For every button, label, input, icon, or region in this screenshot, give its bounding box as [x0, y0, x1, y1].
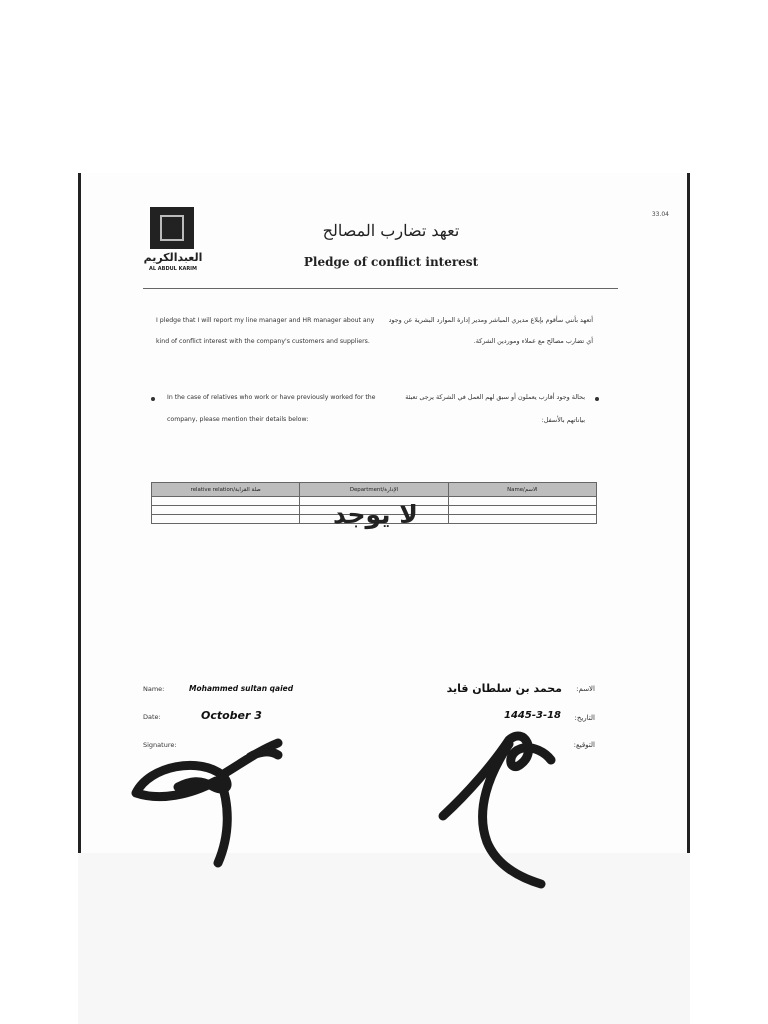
name-label-english: Name: [143, 685, 165, 693]
date-value-english: October 3 [201, 709, 262, 722]
title-arabic: تعهد تضارب المصالح [322, 221, 460, 240]
table-header-row [152, 483, 597, 497]
company-logo [143, 207, 203, 271]
logo-arabic-text: العبدالكريم [143, 251, 203, 264]
signature-right [435, 730, 565, 895]
header-relation: relative relation/صلة القرابة [152, 483, 300, 497]
signature-label-english: Signature: [143, 741, 177, 749]
name-value-arabic: محمد بن سلطان قايد [446, 682, 562, 695]
blank-area [78, 853, 690, 1024]
name-label-arabic: الاسم: [576, 685, 595, 693]
title-english: Pledge of conflict interest [303, 255, 479, 269]
header-name: Name/الاسم [448, 483, 596, 497]
date-label-english: Date: [143, 713, 161, 721]
relatives-arabic-line-1: بحالة وجود أقارب يعملون أو سبق لهم العمل في الشركة يرجى تعبئة [405, 393, 585, 401]
pledge-arabic-line-2: أي تضارب مصالح مع عملاء وموردين الشركة. [473, 337, 593, 345]
date-value-arabic: 1445-3-18 [504, 710, 562, 721]
header-divider [143, 288, 618, 289]
signature-label-arabic: التوقيع: [573, 741, 595, 749]
handwritten-none-entry: لا يوجد [333, 500, 418, 529]
logo-english-text: AL ABDUL KARIM [148, 266, 198, 272]
signature-left [130, 735, 290, 875]
pledge-english-line-2: kind of conflict interest with the company's customers and suppliers. [156, 338, 370, 345]
header-department: Department/الإدارة [300, 483, 448, 497]
relatives-arabic-line-2: بياناتهم بالأسفل: [541, 416, 585, 424]
form-code: 33.04 [651, 211, 669, 218]
bullet-arabic [595, 397, 599, 401]
pledge-arabic-line-1: أتعهد بأنني سأقوم بإبلاغ مديري المباشر ومدير إدارة الموارد البشرية عن وجود [388, 316, 593, 324]
relatives-english-line-2: company, please mention their details below: [167, 416, 309, 423]
date-label-arabic: التاريخ: [574, 714, 595, 722]
bullet-english [151, 397, 155, 401]
relatives-english-line-1: In the case of relatives who work or have previously worked for the [167, 394, 376, 401]
pledge-english-line-1: I pledge that I will report my line manager and HR manager about any [156, 317, 375, 324]
logo-mark [150, 207, 194, 249]
name-value-english: Mohammed sultan qaied [189, 684, 294, 693]
